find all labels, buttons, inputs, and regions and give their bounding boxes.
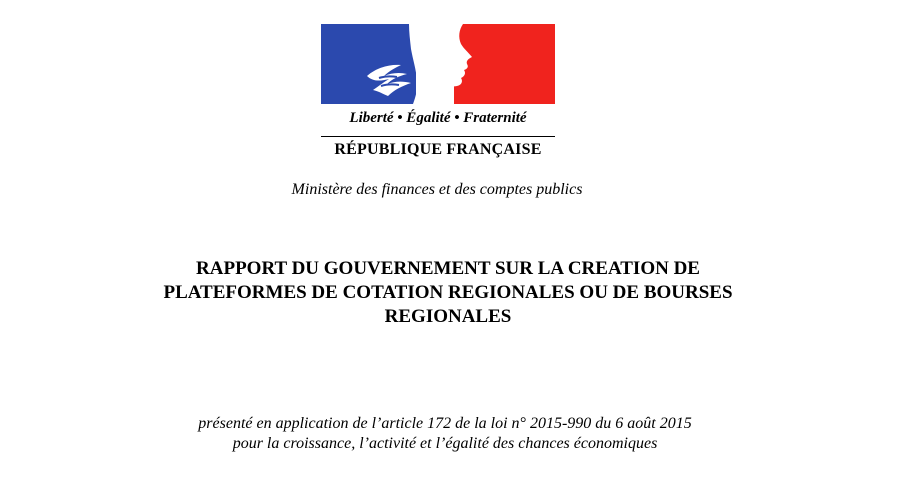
- report-title-line: RAPPORT DU GOUVERNEMENT SUR LA CREATION DE: [196, 258, 700, 279]
- flag-blue-band: [321, 24, 416, 104]
- ministry-name: Ministère des finances et des comptes publics: [291, 181, 583, 198]
- marianne-logo: [321, 24, 555, 104]
- marianne-icon: [321, 24, 555, 104]
- report-subtitle-line: pour la croissance, l’activité et l’égalité des chances économiques: [232, 435, 658, 452]
- report-subtitle: [60, 414, 830, 454]
- report-title: [60, 257, 836, 329]
- divider-rule: [321, 136, 555, 137]
- motto: Liberté • Égalité • Fraternité: [349, 110, 527, 126]
- report-title-line: REGIONALES: [384, 306, 512, 327]
- report-subtitle-line: présenté en application de l’article 172 de la loi n° 2015-990 du 6 août 2015: [198, 415, 692, 432]
- flag-red-band: [454, 24, 555, 104]
- report-title-line: PLATEFORMES DE COTATION REGIONALES OU DE BOURSES: [163, 282, 733, 303]
- republic-name: RÉPUBLIQUE FRANÇAISE: [334, 141, 542, 158]
